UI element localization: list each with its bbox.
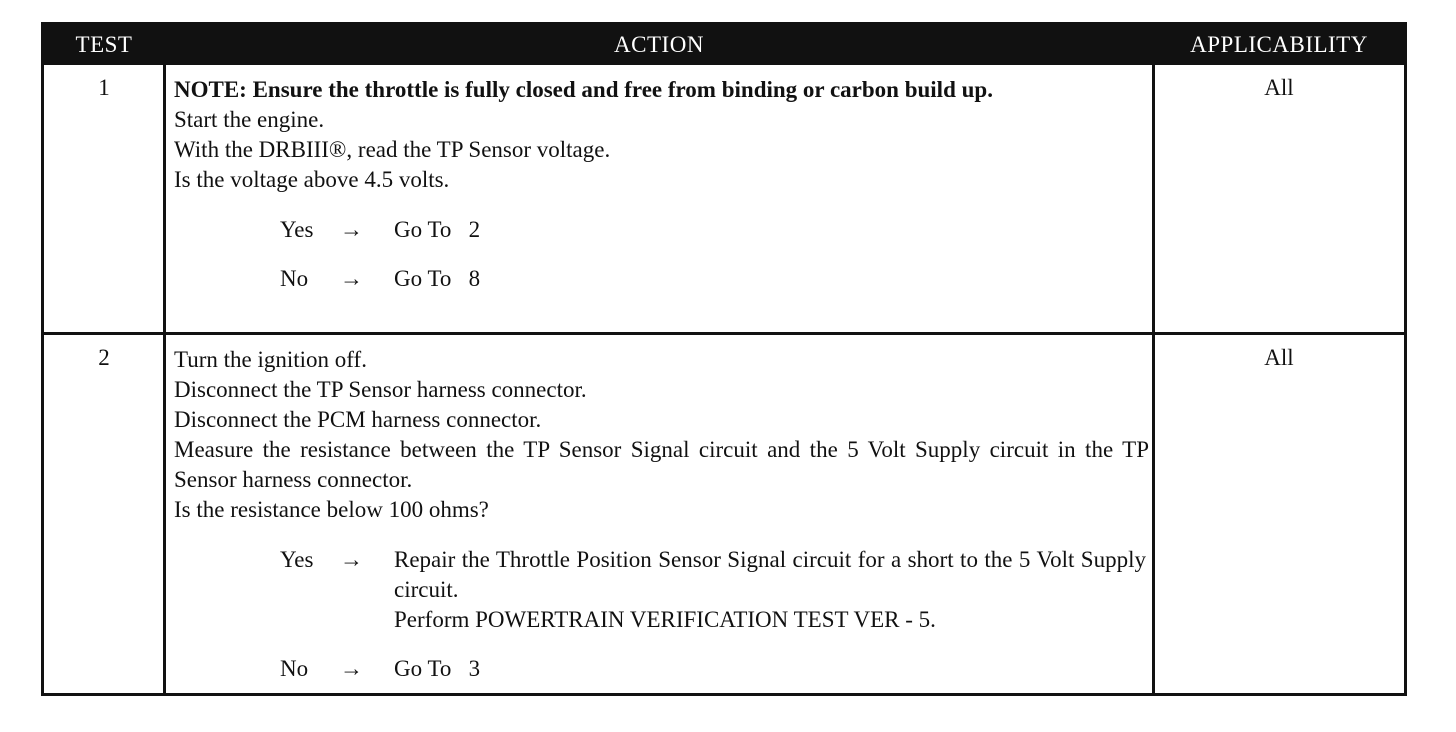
yes-label: Yes (280, 217, 314, 242)
diagnostic-test-table (41, 22, 1407, 696)
header-test: TEST (75, 32, 133, 57)
no-label: No (280, 266, 309, 291)
header-applicability: APPLICABILITY (1190, 32, 1368, 57)
yes-result: Go To 2 (394, 217, 481, 242)
no-answer (280, 264, 1149, 294)
header-action: ACTION (614, 32, 704, 57)
arrow-icon: → (340, 217, 363, 242)
no-result: Go To 3 (394, 656, 481, 681)
applicability-value: All (1264, 75, 1294, 100)
step-text: Disconnect the TP Sensor harness connector. (174, 377, 587, 402)
arrow-icon: → (340, 547, 363, 572)
table-row (44, 335, 1404, 693)
step-text: Measure the resistance between the TP Sensor Signal circuit and the 5 Volt Supply circuit in the TP Sensor harness connector. (174, 437, 1149, 492)
action-cell (174, 75, 1149, 294)
arrow-icon: → (340, 266, 363, 291)
yes-answer (280, 545, 1149, 635)
step-text: Start the engine. (174, 107, 325, 132)
answer-block (174, 545, 1149, 684)
step-text: Turn the ignition off. (174, 347, 367, 372)
arrow-icon: → (340, 656, 363, 681)
step-text: With the DRBIII®, read the TP Sensor voltage. (174, 137, 611, 162)
no-label: No (280, 656, 309, 681)
table-header (44, 25, 1404, 65)
yes-result-verification: Perform POWERTRAIN VERIFICATION TEST VER - 5. (394, 607, 936, 632)
yes-result (394, 545, 1146, 635)
answer-block (174, 215, 1149, 294)
test-number: 1 (98, 75, 110, 100)
no-answer (280, 654, 1149, 684)
yes-answer (280, 215, 1149, 245)
applicability-value: All (1264, 345, 1294, 370)
yes-result-text: Repair the Throttle Position Sensor Signal circuit for a short to the 5 Volt Supply circuit. (394, 547, 1146, 602)
test-number: 2 (98, 345, 110, 370)
step-text: Is the resistance below 100 ohms? (174, 497, 489, 522)
note-text: NOTE: Ensure the throttle is fully closed and free from binding or carbon build up. (174, 77, 993, 102)
step-text: Disconnect the PCM harness connector. (174, 407, 542, 432)
yes-label: Yes (280, 547, 314, 572)
step-text: Is the voltage above 4.5 volts. (174, 167, 450, 192)
action-cell (174, 345, 1149, 684)
no-result: Go To 8 (394, 266, 481, 291)
table-row (44, 65, 1404, 332)
